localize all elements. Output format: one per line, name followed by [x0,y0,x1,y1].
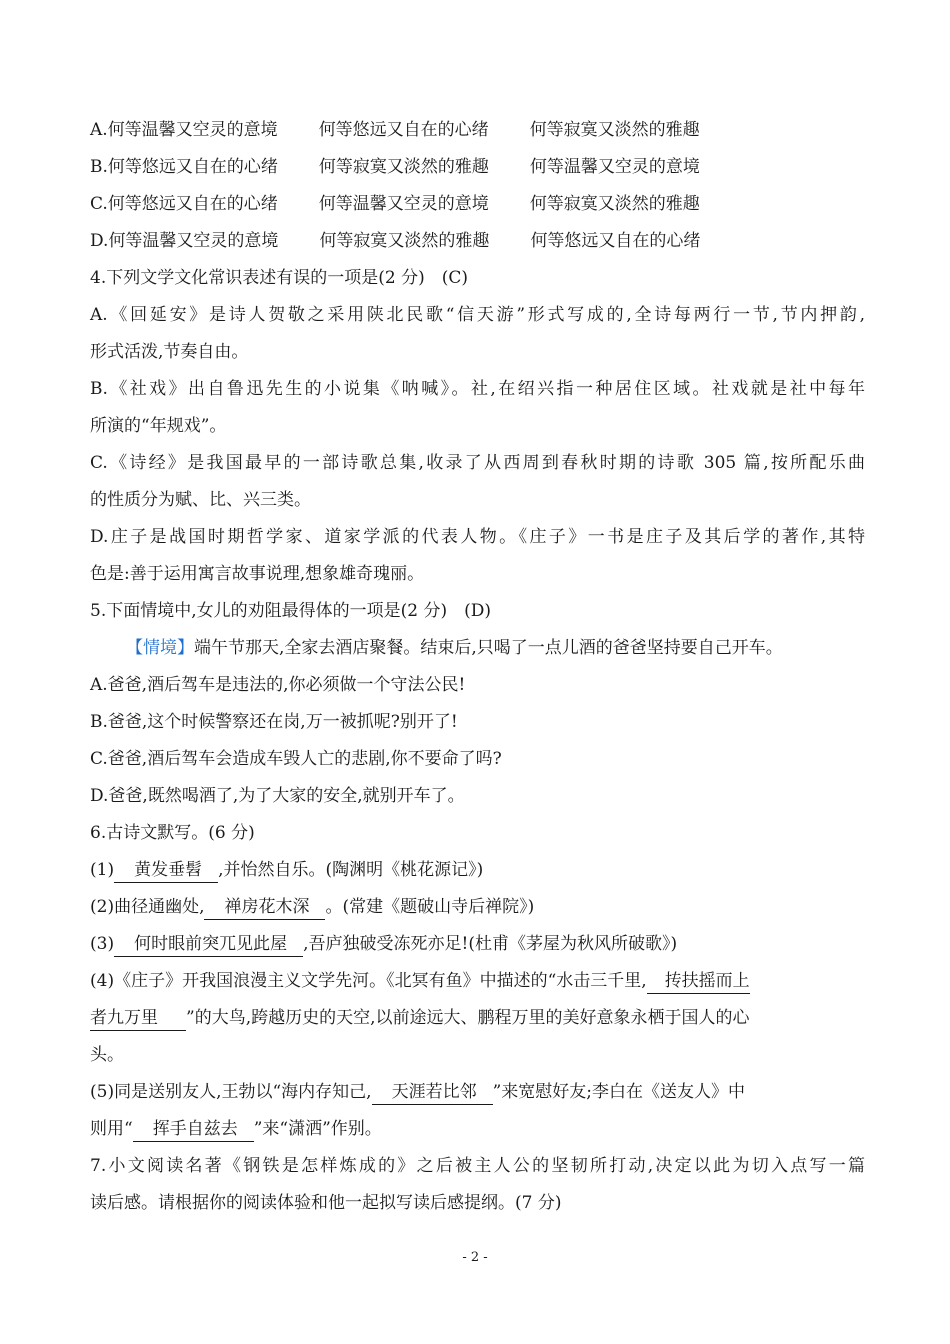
q6-item-3 [90,926,865,963]
option-item: 何等温馨又空灵的意境 [529,157,700,177]
answer-blank: 抟扶摇而上 [647,969,750,994]
option-label: B. [90,157,108,177]
answer-blank: 禅房花木深 [204,895,325,920]
q5-stem: 5.下面情境中,女儿的劝阻最得体的一项是(2 分) (D) [90,601,492,621]
option-item: 何等悠远又自在的心绪 [318,120,489,140]
option-label: C. [90,194,108,214]
option-item: 何等寂寞又淡然的雅趣 [529,120,700,140]
q5-option-a: A.爸爸,酒后驾车是违法的,你必须做一个守法公民! [90,675,466,695]
option-item: 何等温馨又空灵的意境 [318,194,489,214]
q3-option-a [90,112,865,149]
option-label: D. [90,231,109,251]
q6-item-5-line2 [90,1111,865,1148]
q6-item-4-line1 [90,963,865,1000]
q7-line2: 读后感。请根据你的阅读体验和他一起拟写读后感提纲。(7 分) [90,1193,562,1213]
question-6 [90,815,865,1148]
q3-options [90,112,865,260]
option-item: 何等温馨又空灵的意境 [108,231,279,251]
item-prefix: 则用“ [90,1119,133,1139]
item-prefix: (5)同是送别友人,王勃以“海内存知己, [90,1082,372,1102]
q5-option-d: D.爸爸,既然喝酒了,为了大家的安全,就别开车了。 [90,786,465,806]
situation-tag: 【情境】 [126,638,194,658]
q4-option-d-line2: 色是:善于运用寓言故事说理,想象雄奇瑰丽。 [90,564,425,584]
q6-item-1 [90,852,865,889]
item-prefix: (3) [90,934,115,954]
item-suffix: 。(常建《题破山寺后禅院》) [325,897,535,917]
question-7 [90,1148,865,1222]
option-item: 何等寂寞又淡然的雅趣 [319,231,490,251]
q4-stem: 4.下列文学文化常识表述有误的一项是(2 分) (C) [90,268,468,288]
option-item: 何等悠远又自在的心绪 [107,157,278,177]
q4-option-c-line2: 的性质分为赋、比、兴三类。 [90,490,311,510]
q7-line1: 7.小文阅读名著《钢铁是怎样炼成的》之后被主人公的坚韧所打动,决定以此为切入点写一篇 [90,1156,865,1176]
answer-blank: 天涯若比邻 [372,1080,493,1105]
option-label: A. [90,120,108,140]
q5-situation [90,630,865,667]
option-item: 何等悠远又自在的心绪 [107,194,278,214]
page-content [90,112,865,1222]
q4-option-a-line1: A.《回延安》是诗人贺敬之采用陕北民歌“信天游”形式写成的,全诗每两行一节,节内押韵, [90,305,865,325]
item-suffix: ”来“潇洒”作别。 [253,1119,382,1139]
item-suffix: ”来宽慰好友;李白在《送友人》中 [492,1082,746,1102]
q6-item-4-line2 [90,1000,865,1037]
item-suffix: ,并怡然自乐。(陶渊明《桃花源记》) [218,860,484,880]
page-number: - 2 - [462,1250,488,1265]
option-item: 何等寂寞又淡然的雅趣 [529,194,700,214]
q3-option-b [90,149,865,186]
q4-option-a-line2: 形式活泼,节奏自由。 [90,342,249,362]
option-item: 何等寂寞又淡然的雅趣 [318,157,489,177]
item-prefix: (4)《庄子》开我国浪漫主义文学先河。《北冥有鱼》中描述的“水击三千里, [90,971,647,991]
q5-option-b: B.爸爸,这个时候警察还在岗,万一被抓呢?别开了! [90,712,458,732]
q4-option-d-line1: D.庄子是战国时期哲学家、道家学派的代表人物。《庄子》一书是庄子及其后学的著作,其特 [90,527,865,547]
item-prefix: (1) [90,860,115,880]
situation-text: 端午节那天,全家去酒店聚餐。结束后,只喝了一点儿酒的爸爸坚持要自己开车。 [194,638,783,658]
item-suffix: ”的大鸟,跨越历史的天空,以前途远大、鹏程万里的美好意象永栖于国人的心 [186,1008,750,1028]
answer-blank: 者九万里 [90,1006,186,1031]
option-item: 何等温馨又空灵的意境 [107,120,278,140]
q6-stem: 6.古诗文默写。(6 分) [90,823,255,843]
answer-blank: 挥手自兹去 [133,1117,254,1142]
q4-option-b-line2: 所演的“年规戏”。 [90,416,227,436]
item-suffix: ,吾庐独破受冻死亦足!(杜甫《茅屋为秋风所破歌》) [303,934,678,954]
q6-item-5-line1 [90,1074,865,1111]
answer-blank: 黄发垂髫 [114,858,218,883]
q3-option-d [90,223,865,260]
question-5 [90,593,865,815]
answer-blank: 何时眼前突兀见此屋 [114,932,303,957]
q4-option-c-line1: C.《诗经》是我国最早的一部诗歌总集,收录了从西周到春秋时期的诗歌 305 篇,按所配乐曲 [90,453,865,473]
q4-option-b-line1: B.《社戏》出自鲁迅先生的小说集《呐喊》。社,在绍兴指一种居住区域。社戏就是社中每年 [90,379,865,399]
option-item: 何等悠远又自在的心绪 [530,231,701,251]
q3-option-c [90,186,865,223]
q6-item-2 [90,889,865,926]
item-prefix: (2)曲径通幽处, [90,897,205,917]
question-4 [90,260,865,593]
q5-option-c: C.爸爸,酒后驾车会造成车毁人亡的悲剧,你不要命了吗? [90,749,502,769]
q6-item-4-line3: 头。 [90,1045,124,1065]
